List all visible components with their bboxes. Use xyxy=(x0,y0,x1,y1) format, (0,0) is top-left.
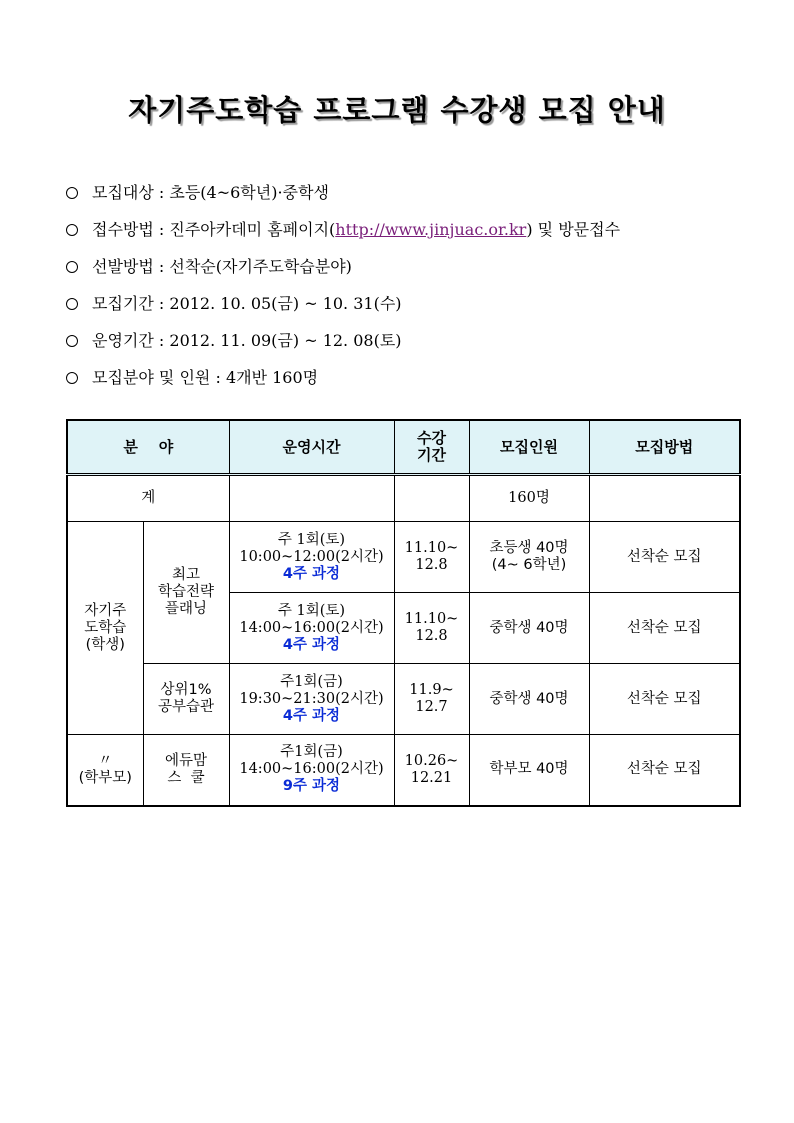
group-student: 자기주 도학습 (학생) xyxy=(67,522,143,735)
item-value: 진주아카데미 홈페이지( xyxy=(169,220,336,239)
table-row xyxy=(67,522,740,593)
list-item: 모집기간 : 2012. 10. 05(금) ~ 10. 31(수) xyxy=(66,292,620,329)
method-cell: 선착순 모집 xyxy=(589,735,740,806)
period-cell: 11.9~ 12.7 xyxy=(394,664,469,735)
item-value: 4개반 160명 xyxy=(225,368,319,387)
table-cell xyxy=(394,475,469,522)
count-cell: 중학생 40명 xyxy=(469,593,589,664)
table-cell xyxy=(229,475,394,522)
period-cell: 11.10~ 12.8 xyxy=(394,522,469,593)
list-item: 선발방법 : 선착순(자기주도학습분야) xyxy=(66,255,620,292)
circle-bullet-icon xyxy=(66,187,78,199)
sub-field: 상위1% 공부습관 xyxy=(143,664,229,735)
program-table xyxy=(66,419,741,807)
item-value: 초등(4~6학년)·중학생 xyxy=(169,183,329,202)
item-label: 선발방법 xyxy=(92,257,154,276)
list-item: 모집분야 및 인원 : 4개반 160명 xyxy=(66,366,620,403)
count-cell: 초등생 40명 (4~ 6학년) xyxy=(469,522,589,593)
header-method: 모집방법 xyxy=(589,420,740,475)
total-label: 계 xyxy=(67,475,229,522)
sub-field: 에듀맘 스 쿨 xyxy=(143,735,229,806)
info-list xyxy=(66,181,620,403)
period-cell: 11.10~ 12.8 xyxy=(394,593,469,664)
item-value: 선착순(자기주도학습분야) xyxy=(169,257,352,276)
list-item: 운영기간 : 2012. 11. 09(금) ~ 12. 08(토) xyxy=(66,329,620,366)
period-cell: 10.26~ 12.21 xyxy=(394,735,469,806)
method-cell: 선착순 모집 xyxy=(589,593,740,664)
item-value: 2012. 11. 09(금) ~ 12. 08(토) xyxy=(169,331,402,350)
time-cell: 주 1회(토) 10:00~12:00(2시간) 4주 과정 xyxy=(229,522,394,593)
time-cell: 주1회(금) 14:00~16:00(2시간) 9주 과정 xyxy=(229,735,394,806)
homepage-link[interactable]: http://www.jinjuac.or.kr xyxy=(335,220,527,239)
header-count: 모집인원 xyxy=(469,420,589,475)
list-item: 모집대상 : 초등(4~6학년)·중학생 xyxy=(66,181,620,218)
item-label: 모집기간 xyxy=(92,294,154,313)
item-value: 2012. 10. 05(금) ~ 10. 31(수) xyxy=(169,294,402,313)
list-item: 접수방법 : 진주아카데미 홈페이지(http://www.jinjuac.or.kr) 및 방문접수 xyxy=(66,218,620,255)
circle-bullet-icon xyxy=(66,224,78,236)
item-value-suffix: ) 및 방문접수 xyxy=(526,220,621,239)
item-label: 운영기간 xyxy=(92,331,154,350)
item-label: 모집대상 xyxy=(92,183,154,202)
group-parent: 〃 (학부모) xyxy=(67,735,143,806)
table-row xyxy=(67,664,740,735)
total-row xyxy=(67,475,740,522)
circle-bullet-icon xyxy=(66,372,78,384)
table-row xyxy=(67,735,740,806)
header-time: 운영시간 xyxy=(229,420,394,475)
header-field: 분 야 xyxy=(67,420,229,475)
sub-field: 최고 학습전략 플래닝 xyxy=(143,522,229,664)
table-cell xyxy=(589,475,740,522)
header-period: 수강 기간 xyxy=(394,420,469,475)
method-cell: 선착순 모집 xyxy=(589,664,740,735)
count-cell: 중학생 40명 xyxy=(469,664,589,735)
circle-bullet-icon xyxy=(66,298,78,310)
total-count: 160명 xyxy=(469,475,589,522)
time-cell: 주 1회(토) 14:00~16:00(2시간) 4주 과정 xyxy=(229,593,394,664)
page-title: 자기주도학습 프로그램 수강생 모집 안내 xyxy=(128,93,666,127)
count-cell: 학부모 40명 xyxy=(469,735,589,806)
item-label: 접수방법 xyxy=(92,220,154,239)
circle-bullet-icon xyxy=(66,335,78,347)
time-cell: 주1회(금) 19:30~21:30(2시간) 4주 과정 xyxy=(229,664,394,735)
circle-bullet-icon xyxy=(66,261,78,273)
method-cell: 선착순 모집 xyxy=(589,522,740,593)
table-header-row xyxy=(67,420,740,475)
item-label: 모집분야 및 인원 xyxy=(92,368,211,387)
